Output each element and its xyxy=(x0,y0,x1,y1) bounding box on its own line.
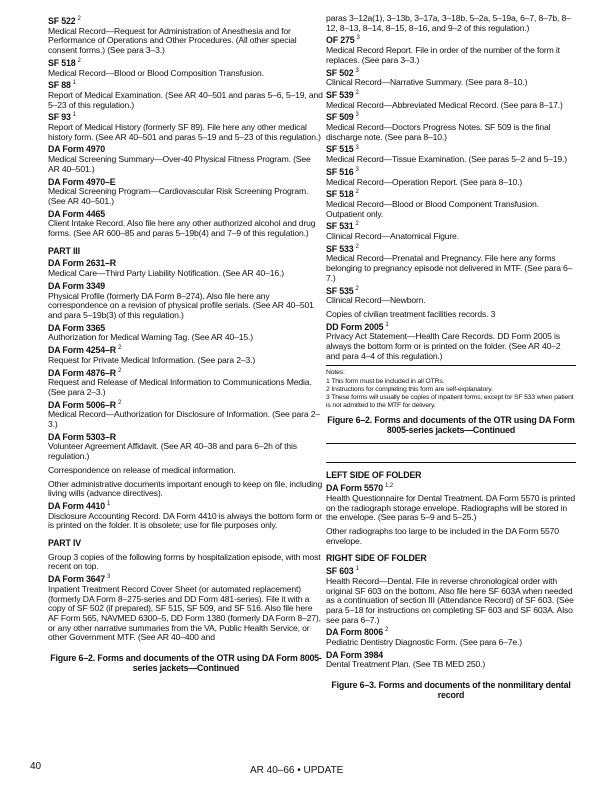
note-1: 1 This form must be included in all OTRs. xyxy=(326,378,445,386)
paragraph: Group 3 copies of the following forms by hospitalization episode, with most recent on top. xyxy=(48,551,321,572)
footnote-marker: 3 xyxy=(356,35,360,42)
footnote-marker: 2 xyxy=(117,345,122,352)
form-description: Medical Record—Operation Report. (See para 8–10.) xyxy=(326,176,523,187)
form-number: DA Form 4876–R xyxy=(48,367,116,378)
paragraph: Other administrative documents important enough to keep on file, including living wills (advance directives). xyxy=(48,478,323,499)
form-description: Client Intake Record. Also file here any other authorized alcohol and drug forms. (See AR 600–85 and paras 5–19b(4) and 7–9 of this regulation.) xyxy=(48,218,316,239)
form-description: Medical Care—Third Party Liability Notification. (See AR 40–16.) xyxy=(48,268,284,279)
form-number: SF 518 xyxy=(326,189,354,200)
form-number: SF 509 xyxy=(326,112,354,123)
footnote-marker: 2 xyxy=(117,399,122,406)
form-number: SF 603 xyxy=(326,566,354,577)
form-description: Clinical Record—Anatomical Figure. xyxy=(326,231,459,242)
paragraph: Copies of civilian treatment facilities records. 3 xyxy=(326,308,496,319)
form-description: Report of Medical Examination. (See AR 40–501 and paras 5–6, 5–19, and 5–23 of this regulation.) xyxy=(48,89,323,110)
form-number: SF 531 xyxy=(326,221,354,232)
footnote-marker: 3 xyxy=(107,574,111,581)
form-description: Report of Medical History (formerly SF 89). File here any other medical history form. (See AR 40–501 and paras 5–19 and 5–23 of this regulation.) xyxy=(48,122,321,142)
footnote-marker: 2 xyxy=(385,627,389,634)
form-number: DA Form 5570 xyxy=(326,483,384,494)
left-entries xyxy=(48,17,324,643)
form-number: SF 502 xyxy=(326,67,354,78)
form-number: DA Form 4970 xyxy=(48,144,106,155)
footnote-marker: 1 xyxy=(107,501,111,508)
footnote-marker: 1 xyxy=(385,321,389,328)
form-number: SF 518 xyxy=(48,57,76,68)
notes-divider xyxy=(326,365,576,366)
form-number: DD Form 2005 xyxy=(326,321,384,332)
paragraph: Correspondence on release of medical information. xyxy=(48,464,236,475)
form-description: Dental Treatment Plan. (See TB MED 250.) xyxy=(326,659,486,670)
form-number: SF 516 xyxy=(326,166,354,177)
form-description: Medical Record—Abbreviated Medical Record. (See para 8–17.) xyxy=(326,99,563,110)
note-2: 2 Instructions for completing this form are self-explanatory. xyxy=(326,386,493,394)
form-number: SF 88 xyxy=(48,80,71,91)
form-number: SF 522 xyxy=(48,16,76,26)
form-number: DA Form 3365 xyxy=(48,322,106,333)
paragraph: Other radiographs too large to be included in the DA Form 5570 envelope. xyxy=(326,526,559,546)
footnote-marker: 1 xyxy=(72,112,76,119)
form-description: Health Questionnaire for Dental Treatment. DA Form 5570 is printed on the radiograph storage envelope. Radiographs will be stored in the envelope. (See paras 5–9 and 5–25.) xyxy=(326,492,575,523)
form-number: SF 535 xyxy=(326,285,354,296)
form-description: Pediatric Dentistry Diagnostic Form. (See para 6–7e.) xyxy=(326,637,522,648)
footnote-marker: 2 xyxy=(355,285,359,292)
left-column xyxy=(48,14,324,673)
footnote-marker: 2 xyxy=(77,16,81,23)
form-number: SF 93 xyxy=(48,112,71,123)
notes-heading: Notes: xyxy=(326,368,345,376)
section-heading: PART IV xyxy=(48,538,81,549)
form-description: Medical Record Report. File in order of the number of the form it replaces. (See para 3–3.) xyxy=(326,45,560,65)
footnote-marker: 2 xyxy=(355,221,359,228)
form-description: Volunteer Agreement Affidavit. (See AR 40–38 and para 6–2h of this regulation.) xyxy=(48,441,297,462)
notes xyxy=(326,369,576,410)
section-heading: LEFT SIDE OF FOLDER xyxy=(326,470,422,481)
form-description: Medical Screening Program—Cardiovascular Risk Screening Program. (See AR 40–501.) xyxy=(48,186,309,206)
form-description: Medical Record—Doctors Progress Notes. SF 509 is the final discharge note. (See para 8–10.) xyxy=(326,122,551,142)
dental-entries xyxy=(326,471,576,670)
figure-caption-6-3: Figure 6–3. Forms and documents of the nonmilitary dental record xyxy=(331,680,571,701)
form-number: DA Form 4410 xyxy=(48,500,106,511)
form-number: DA Form 3349 xyxy=(48,280,106,291)
footnote-marker: 3 xyxy=(355,166,359,173)
right-entries xyxy=(326,14,576,362)
footnote-marker: 2 xyxy=(355,243,359,250)
footnote-marker: 1,2 xyxy=(385,483,393,490)
page-number: 40 xyxy=(30,761,42,772)
section-heading: RIGHT SIDE OF FOLDER xyxy=(326,553,427,564)
figure-caption-6-2: Figure 6–2. Forms and documents of the OTR using DA Form 8005-series jackets—Continued xyxy=(50,653,322,674)
form-number: SF 539 xyxy=(326,89,354,100)
section-heading: PART III xyxy=(48,245,80,256)
figure-divider xyxy=(326,443,576,444)
form-description: Privacy Act Statement—Health Care Records. DD Form 2005 is always the bottom form or is printed on the folder. (See AR 40–2 and para 4–4 of this regulation.) xyxy=(326,331,561,361)
form-description: Request for Private Medical Information. (See para 2–3.) xyxy=(48,354,256,365)
form-description: paras 3–12a(1), 3–13b, 3–17a, 3–18b, 5–2a, 5–19a, 6–7, 8–7b, 8–12, 8–13, 8–14, 8–15, 8–16, and 9–2 of this regulation.) xyxy=(326,13,571,33)
form-description: Clinical Record—Newborn. xyxy=(326,295,426,306)
footnote-marker: 3 xyxy=(355,67,359,74)
form-number: DA Form 3647 xyxy=(48,574,106,585)
form-description: Health Record—Dental. File in reverse chronological order with original SF 603 on the bottom. Also file here SF 603A when needed as a continuation of section III (Attendance Record) of SF 603. (See para 5–18 for instructions on completing SF 603 and SF 603A. Also see para 6–7.) xyxy=(326,575,574,625)
figure-caption-6-2-continued: Figure 6–2. Forms and documents of the OTR using DA Form 8005-series jackets—Continued xyxy=(327,415,575,436)
form-description: Medical Record—Blood or Blood Component Transfusion. Outpatient only. xyxy=(326,198,539,219)
form-number: DA Form 2631–R xyxy=(48,258,116,269)
form-number: SF 515 xyxy=(326,144,354,155)
form-description: Medical Record—Request for Administration of Anesthesia and for Performance of Operations and Other Procedures. (All other special consent forms.) (See para 3–3.) xyxy=(48,25,297,56)
form-description: Physical Profile (formerly DA Form 8–274). Also file here any correspondence on a revision of physical profile serials. (See AR 40–501 and para 5–19b(3) of this regulation.) xyxy=(48,290,314,320)
form-description: Clinical Record—Narrative Summary. (See para 8–10.) xyxy=(326,77,528,88)
form-description: Inpatient Treatment Record Cover Sheet (or automated replacement) (formerly DA Form 8–275-series and DD Form 481-series). File it with a copy of SF 502 (if prepared), SF 515, SF 509, and SF 516. Also file here AF Form 565, NAVMED 6300–5, DD Form 1380 (formerly DA Form 8–27), or any other narrative summaries from the VA, Public Health Service, or other Government MTF. (See AR 40–400 and xyxy=(48,583,321,643)
form-description: Request and Release of Medical Information to Communications Media. (See para 2–3.) xyxy=(48,377,312,397)
form-description: Medical Record—Tissue Examination. (See paras 5–2 and 5–19.) xyxy=(326,154,567,165)
footnote-marker: 2 xyxy=(117,367,122,374)
footnote-marker: 2 xyxy=(77,57,81,64)
form-number: DA Form 3984 xyxy=(326,649,384,660)
footnote-marker: 3 xyxy=(355,112,359,119)
form-description: Medical Screening Summary—Over-40 Physical Fitness Program. (See AR 40–501.) xyxy=(48,154,311,174)
figure-6-3-top-rule xyxy=(326,462,576,463)
note-3: 3 These forms will usually be copies of inpatient forms, except for SF 533 when patient is not admitted to the MTF for delivery. xyxy=(326,393,574,409)
footnote-marker: 3 xyxy=(355,144,359,151)
form-number: DA Form 5303–R xyxy=(48,431,116,442)
footnote-marker: 2 xyxy=(355,189,359,196)
form-description: Authorization for Medical Warning Tag. (See AR 40–15.) xyxy=(48,332,253,343)
footnote-marker: 1 xyxy=(72,80,76,87)
form-number: SF 533 xyxy=(326,243,354,254)
form-number: DA Form 8006 xyxy=(326,627,384,638)
footnote-marker: 1 xyxy=(355,566,359,573)
form-number: DA Form 5006–R xyxy=(48,399,116,410)
footnote-marker: 2 xyxy=(355,90,359,96)
form-number: DA Form 4465 xyxy=(48,208,106,219)
form-description: Medical Record—Prenatal and Pregnancy. File here any forms belonging to pregnancy episode not delivered in MTF. (See para 6–7.) xyxy=(326,253,573,283)
form-description: Medical Record—Authorization for Disclosure of Information. (See para 2–3.) xyxy=(48,409,320,430)
form-number: DA Form 4970–E xyxy=(48,176,116,187)
form-number: DA Form 4254–R xyxy=(48,345,116,356)
publication-footer: AR 40–66 • UPDATE xyxy=(250,765,344,776)
form-description: Disclosure Accounting Record. DA Form 4410 is always the bottom form or is printed on the folder. It is obsolete; use for file purposes only. xyxy=(48,510,323,531)
form-number: OF 275 xyxy=(326,35,355,46)
right-column xyxy=(326,14,576,700)
form-description: Medical Record—Blood or Blood Composition Transfusion. xyxy=(48,67,264,78)
